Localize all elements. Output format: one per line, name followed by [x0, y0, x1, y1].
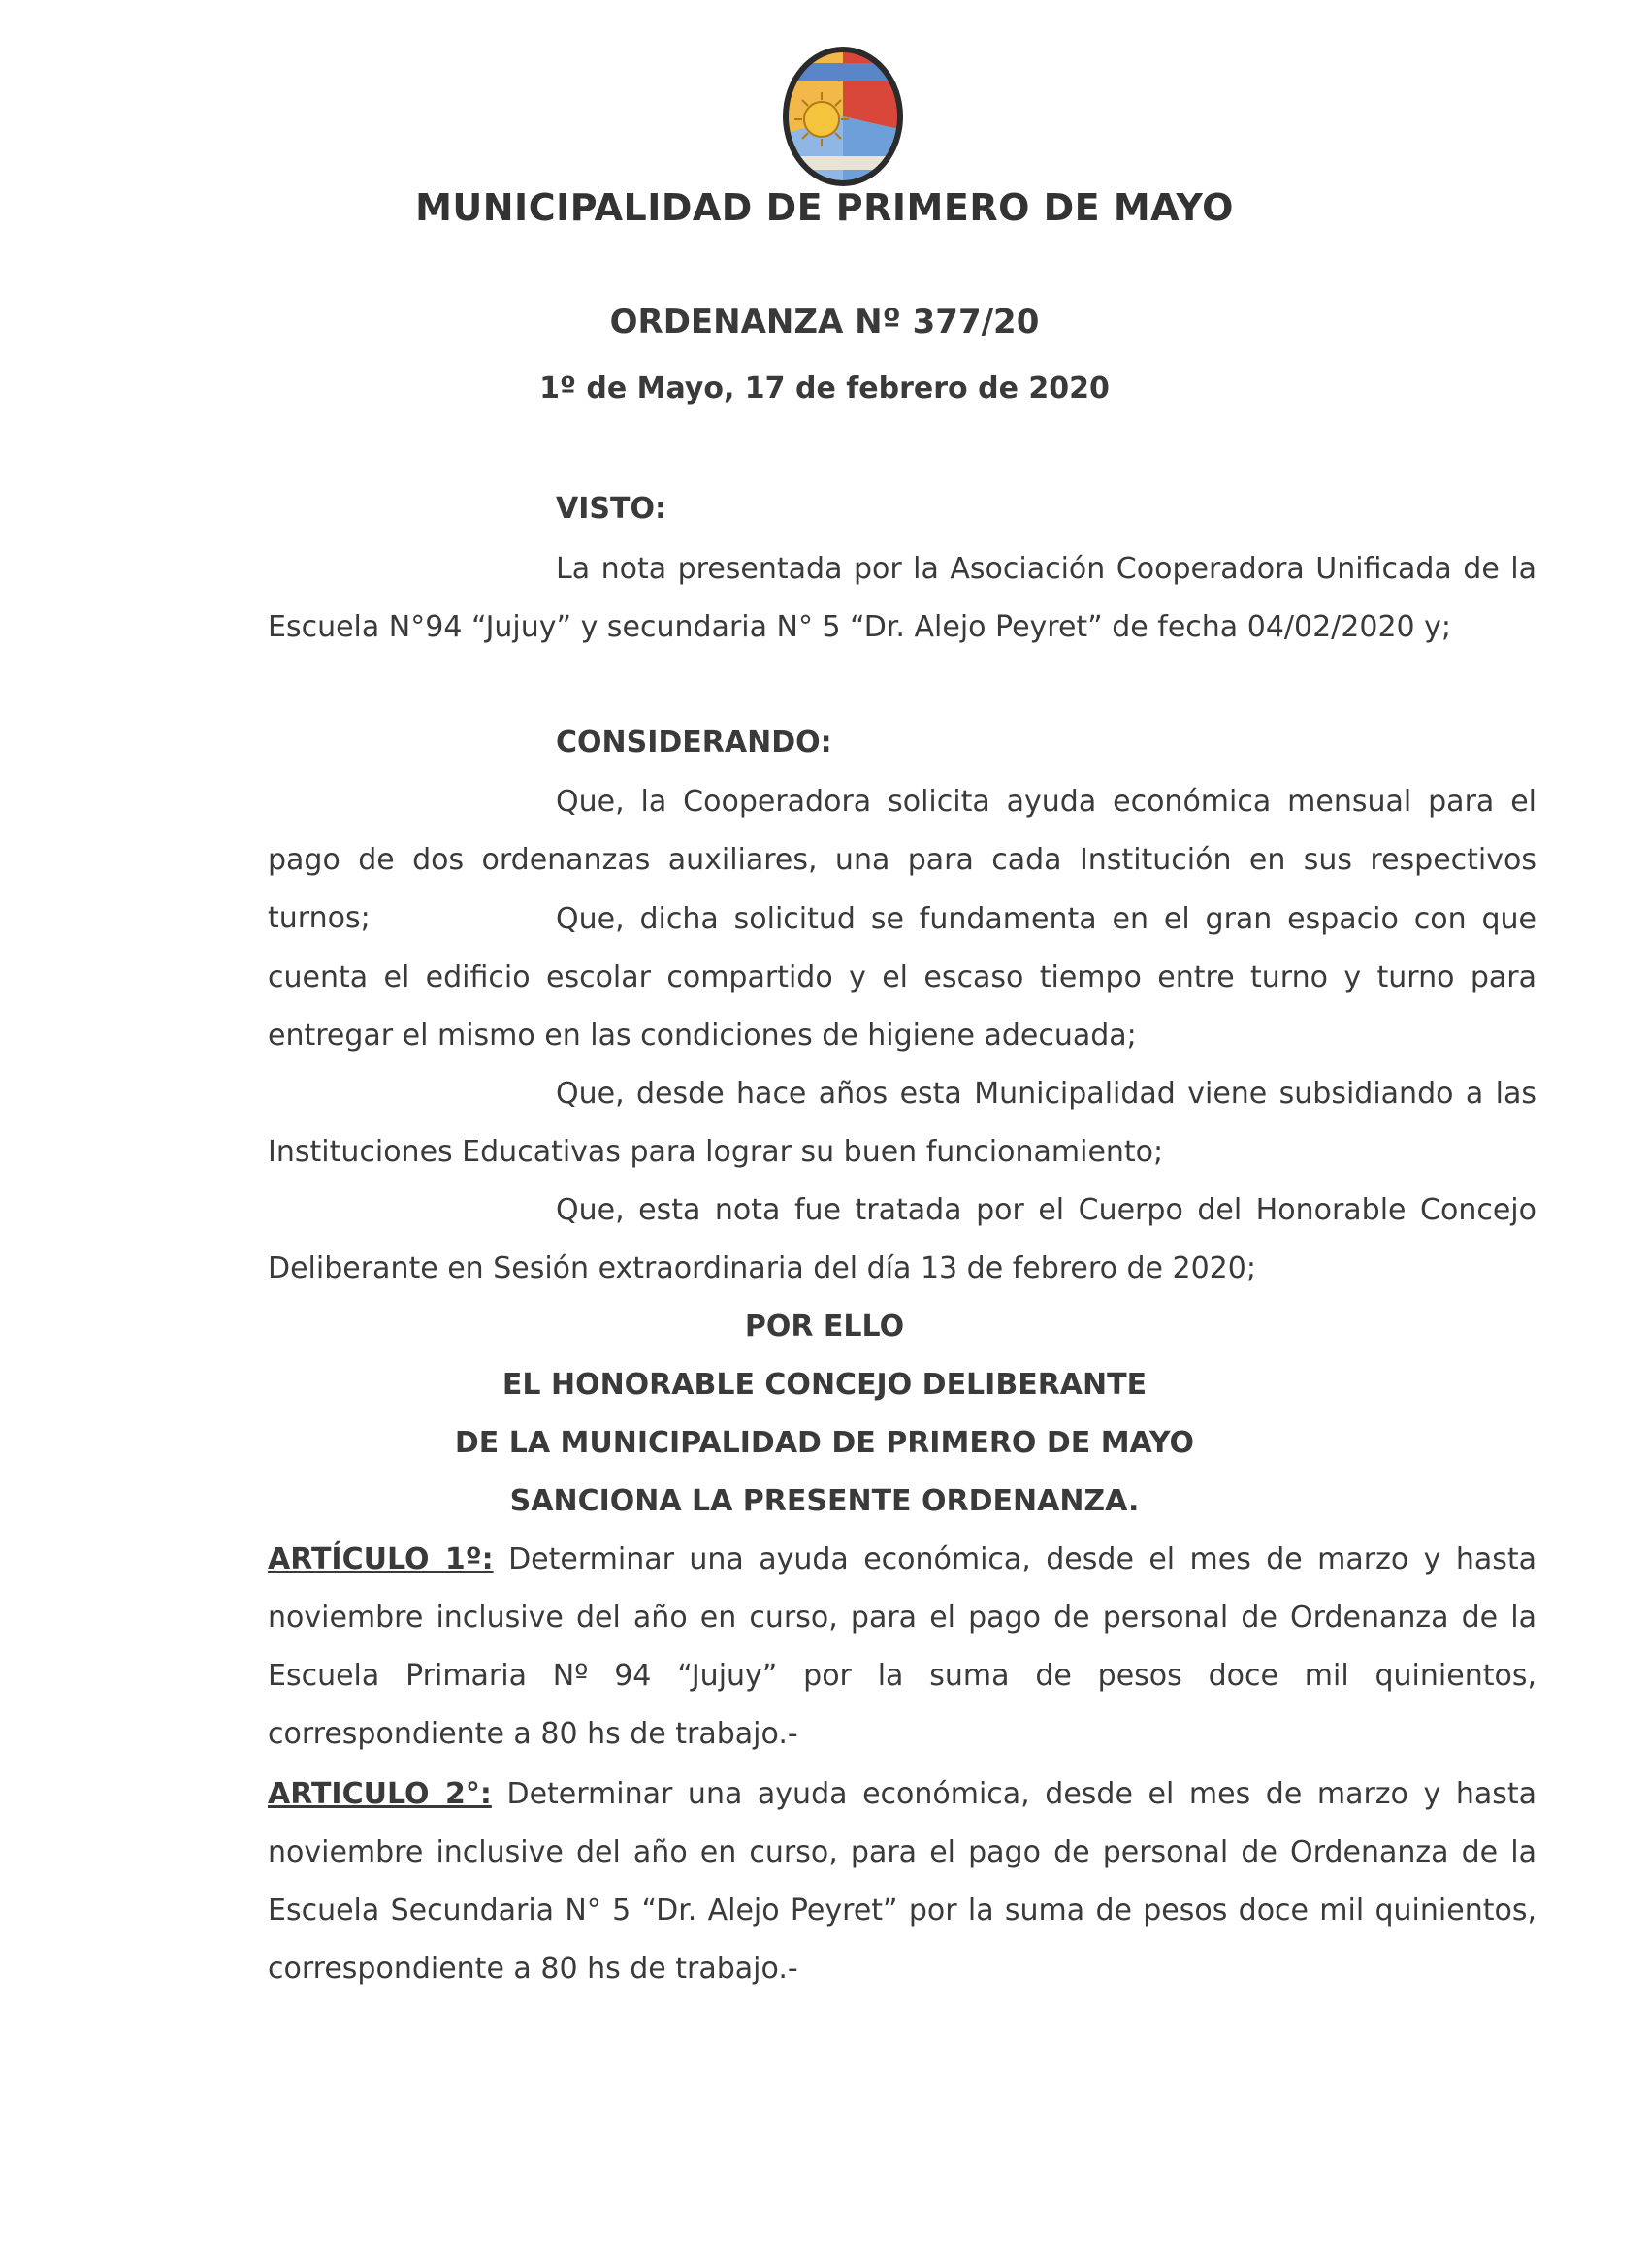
por-ello-line-1: POR ELLO — [744, 1310, 905, 1344]
article-2-label: ARTICULO 2°: — [268, 1777, 492, 1811]
ordinance-number: ORDENANZA Nº 377/20 — [609, 303, 1040, 341]
article-1 — [268, 1531, 1536, 1764]
considerando-heading: CONSIDERANDO: — [556, 726, 832, 760]
considerando-paragraph-4: Que, esta nota fue tratada por el Cuerpo del Honorable Concejo Deliberante en Sesión extraordinaria del día 13 de febrero de 2020; — [268, 1193, 1536, 1285]
municipality-title: MUNICIPALIDAD DE PRIMERO DE MAYO — [415, 186, 1234, 229]
ordinance-date: 1º de Mayo, 17 de febrero de 2020 — [539, 372, 1110, 405]
por-ello-line-2: EL HONORABLE CONCEJO DELIBERANTE — [501, 1368, 1148, 1402]
article-1-label: ARTÍCULO 1º: — [268, 1542, 494, 1576]
visto-paragraph: La nota presentada por la Asociación Cooperadora Unificada de la Escuela N°94 “Jujuy” y secundaria N° 5 “Dr. Alejo Peyret” de fecha 04/02/2020 y; — [268, 552, 1536, 644]
visto-heading: VISTO: — [556, 492, 666, 526]
article-2-text: Determinar una ayuda económica, desde el mes de marzo y hasta noviembre inclusive del año en curso, para el pago de personal de Ordenanza de la Escuela Secundaria N° 5 “Dr. Alejo Peyret” por la suma de pesos doce mil quinientos, correspondiente a 80 hs de trabajo.- — [268, 1777, 1536, 1986]
considerando-paragraph-3: Que, desde hace años esta Municipalidad viene subsidiando a las Instituciones Educativas para lograr su buen funcionamiento; — [268, 1077, 1536, 1169]
municipal-coat-of-arms-icon — [779, 44, 907, 189]
por-ello-line-3: DE LA MUNICIPALIDAD DE PRIMERO DE MAYO — [454, 1426, 1195, 1460]
considerando-paragraph-2: Que, dicha solicitud se fundamenta en el gran espacio con que cuenta el edificio escolar compartido y el escaso tiempo entre turno y turno para entregar el mismo en las condiciones de higiene adecuada; — [268, 902, 1536, 1053]
considerando-paragraph-1: Que, la Cooperadora solicita ayuda económica mensual para el pago de dos ordenanzas auxiliares, una para cada Institución en sus respectivos turnos; — [268, 785, 1536, 935]
por-ello-line-4: SANCIONA LA PRESENTE ORDENANZA. — [509, 1484, 1140, 1518]
article-2 — [268, 1766, 1536, 1998]
article-1-text: Determinar una ayuda económica, desde el mes de marzo y hasta noviembre inclusive del año en curso, para el pago de personal de Ordenanza de la Escuela Primaria Nº 94 “Jujuy” por la suma de pesos doce mil quinientos, correspondiente a 80 hs de trabajo.- — [268, 1542, 1536, 1751]
